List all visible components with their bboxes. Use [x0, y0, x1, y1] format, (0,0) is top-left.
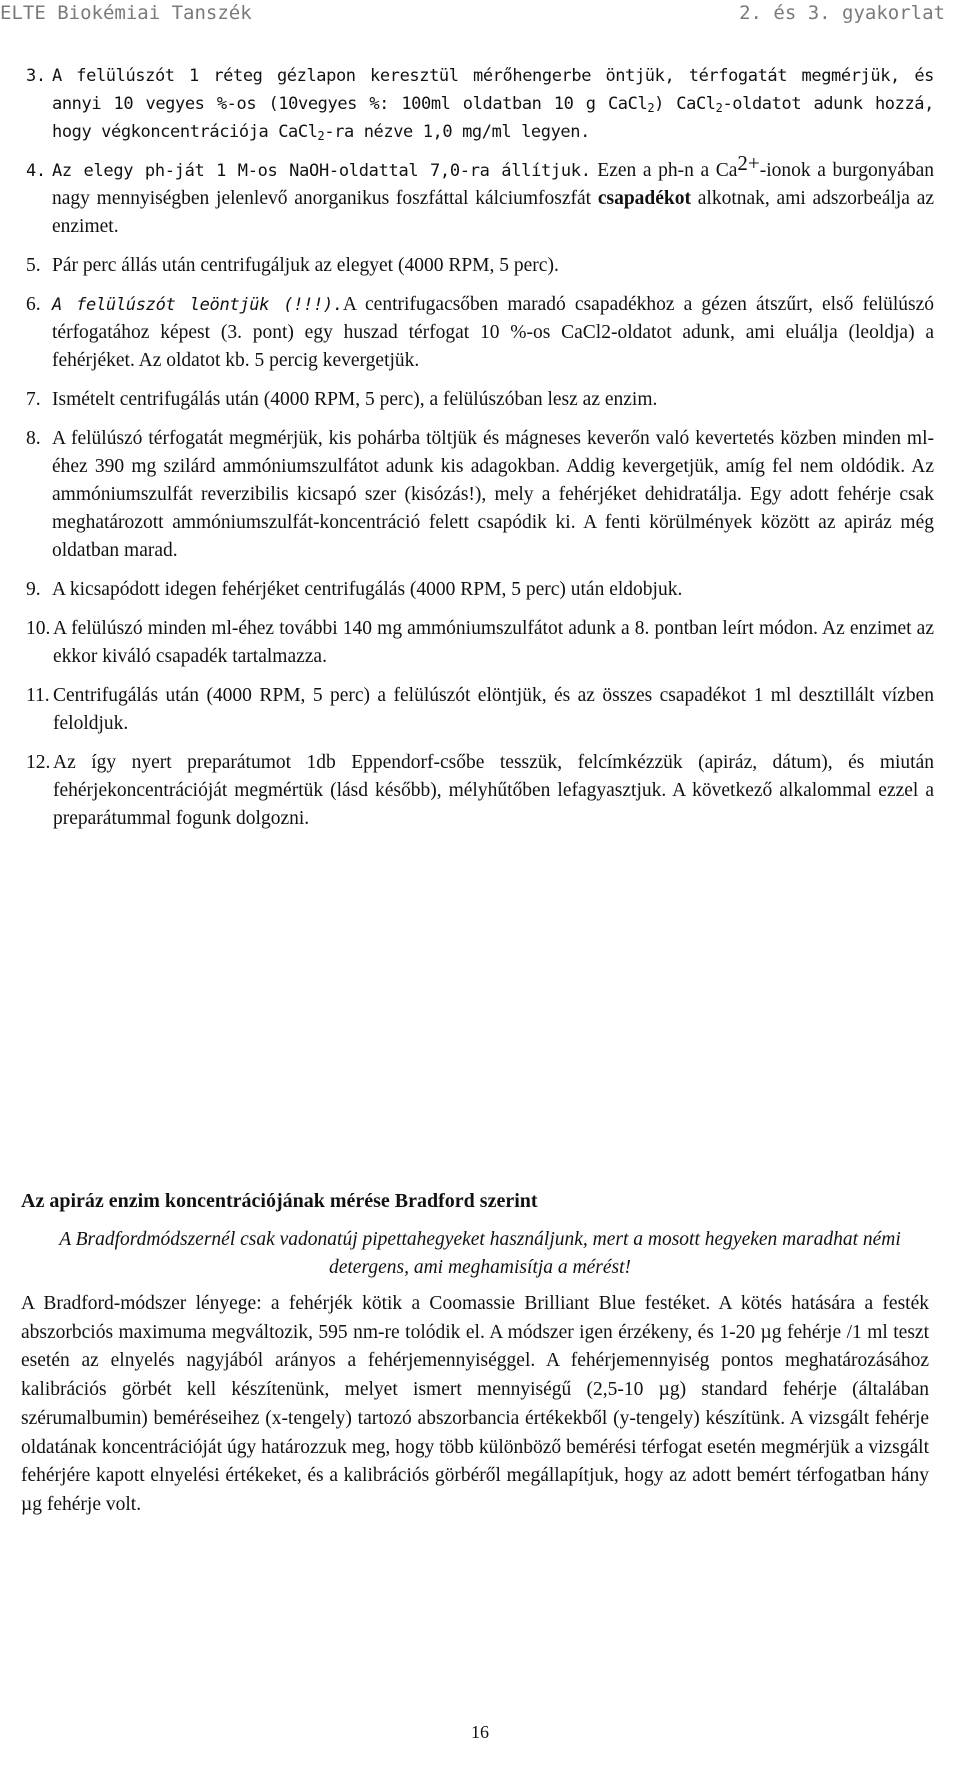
step-6 [26, 291, 934, 375]
step-text: A kicsapódott idegen fehérjéket centrifugálás (4000 RPM, 5 perc) után eldobjuk. [52, 579, 683, 600]
section-heading: Az apiráz enzim koncentrációjának mérése Bradford szerint [21, 1190, 538, 1212]
step-text: A felülúszót 1 réteg gézlapon keresztül mérőhengerbe öntjük, térfogatát megmérjük, és annyi 10 vegyes %-os (10vegyes %: 100ml oldatban 10 g CaCl$_2$) CaCl$_2$-oldatot adunk hozzá, hogy végkoncentrációja CaCl$_2$-ra nézve 1,0 mg/ml legyen. [52, 66, 934, 143]
section-paragraph: A Bradford-módszer lényege: a fehérjék kötik a Coomassie Brilliant Blue festéket. A kötés hatására a festék abszorbciós maximuma megváltozik, 595 nm-re tolódik el. A módszer igen érzékeny, és 1-20 µg fehérje /1 ml teszt esetén az elnyelés nagyjából arányos a fehérjemennyiséggel. A fehérjemennyiség pontos meghatározásához kalibrációs görbét kell készítenünk, melyet ismert mennyiségű (2,5-10 µg) standard fehérje (általában szérumalbumin) beméréseihez (x-tengely) tartozó abszorbancia értékekből (y-tengely) készítünk. A vizsgált fehérje oldatának koncentrációját úgy határozzuk meg, hogy több különböző bemérési térfogat esetén megmérjük a vizsgált fehérjére kapott elnyelési értékeket, és a kalibrációs görbéről megállapítjuk, hogy az adott bemért térfogatban hány µg fehérje volt. [21, 1293, 929, 1515]
step-number: 6. [26, 294, 41, 315]
step-number: 3. [26, 66, 46, 86]
step-text: Az így nyert preparátumot 1db Eppendorf-csőbe tesszük, felcímkézzük (apiráz, dátum), és miután fehérjekoncentrációját megmértük (lásd később), mélyhűtőben lefagyasztjuk. A következő alkalommal ezzel a preparátummal fogunk dolgozni. [53, 752, 934, 829]
step-9 [26, 576, 934, 604]
step-11 [26, 682, 934, 738]
step-5 [26, 252, 934, 280]
step-number: 12. [26, 752, 51, 773]
step-text: Centrifugálás után (4000 RPM, 5 perc) a felülúszót elöntjük, és az összes csapadékot 1 ml desztillált vízben feloldjuk. [53, 685, 934, 734]
step-8 [26, 425, 934, 565]
step-text: A felülúszót leöntjük (!!!).A centrifugacsőben maradó csapadékhoz a gézen átszűrt, első felülúszó térfogatához képest (3. pont) egy huszad térfogat 10 %-os CaCl2-oldatot adunk, ami eluálja (leoldja) a fehérjéket. Az oldatot kb. 5 percig kevergetjük. [52, 294, 934, 371]
step-text: Ismételt centrifugálás után (4000 RPM, 5 perc), a felülúszóban lesz az enzim. [52, 389, 658, 410]
emphasis-bold: csapadékot [597, 188, 692, 209]
step-text: Az elegy ph-ját 1 M-os NaOH-oldattal 7,0-ra állítjuk. Ezen a ph-n a $Ca^{2+}$-ionok a burgonyában nagy mennyiségben jelenlevő anorganikus foszfáttal kálciumfoszfát csapadékot alkotnak, ami adszorbeálja az enzimet. [52, 151, 935, 237]
page-number: 16 [471, 1722, 489, 1742]
step-number: 11. [26, 685, 50, 706]
step-10 [26, 615, 934, 671]
step-text: A felülúszó térfogatát megmérjük, kis pohárba töltjük és mágneses keverőn való kevertetés közben minden ml-éhez 390 mg szilárd ammóniumszulfátot adunk kis adagokban. Addig kevergetjük, amíg fel nem oldódik. Az ammóniumszulfát reverzibilis kicsapó szer (kisózás!), mely a fehérjéket dehidratálja. Egy adott fehérje csak meghatározott ammóniumszulfát-koncentráció felett csapódik ki. A fenti körülmények között az apiráz még oldatban marad. [52, 428, 934, 561]
step-number: 10. [26, 618, 51, 639]
step-number: 4. [26, 161, 46, 181]
protocol-steps [26, 62, 934, 844]
step-7 [26, 386, 934, 414]
step-4 [26, 151, 935, 241]
step-3 [26, 62, 934, 146]
header-department: ELTE Biokémiai Tanszék [0, 2, 252, 24]
header-course: 2. és 3. gyakorlat [739, 2, 945, 24]
page-header [0, 0, 945, 30]
step-number: 7. [26, 389, 41, 410]
step-text: Pár perc állás után centrifugáljuk az elegyet (4000 RPM, 5 perc). [52, 255, 559, 276]
step-number: 8. [26, 428, 41, 449]
step-text: A felülúszó minden ml-éhez további 140 mg ammóniumszulfátot adunk a 8. pontban leírt módon. Az enzimet az ekkor kiváló csapadék tartalmazza. [53, 618, 934, 667]
section-warning-note: A Bradfordmódszernél csak vadonatúj pipettahegyeket használjunk, mert a mosott hegyeken maradhat némi detergens, ami meghamisítja a mérést! [59, 1229, 901, 1278]
step-12 [26, 749, 934, 833]
step-number: 5. [26, 255, 41, 276]
step-number: 9. [26, 579, 41, 600]
